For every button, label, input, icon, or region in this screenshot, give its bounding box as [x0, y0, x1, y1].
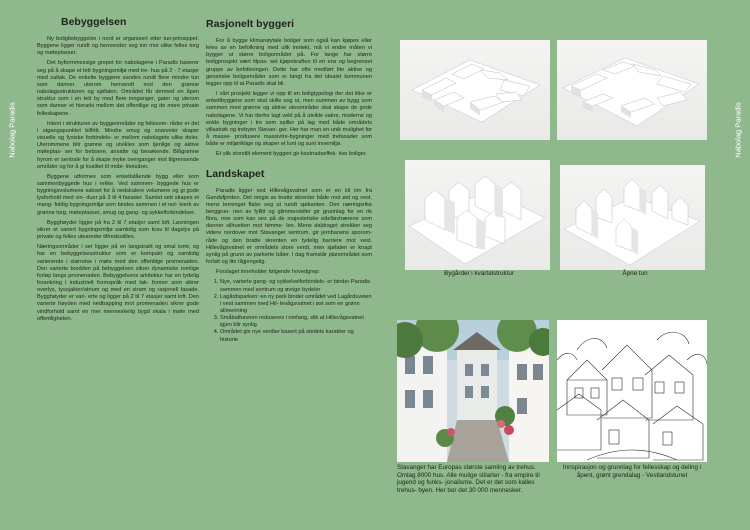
section-heading-landskapet: Landskapet	[206, 167, 265, 180]
model-photo-top-right	[557, 40, 707, 140]
paragraph: Byggene utformes som enkeltstående bygg eller som sammenbyggede hus i rekke. Ved sammen- byggede hus er bygningsvolumene sakset for å nedskalere volumene og gi gode lysforhold med vin- duer på 3 til 4 fasader. Samlet sett skapes et mang- foldig bygningsmiljø som bindes sammen i et net- tverk av grønne torg, møteplasser, smug og gang- og sykkelforbindelser.	[37, 173, 199, 216]
street-photo	[397, 320, 549, 462]
street-caption: Stavanger har Europas største samling av trehus. Omlag 8000 hus. Alle mulige stilarter - fra empire til jugend og funks- jonalisme. Det er det som kalles trehus- byen. Her bor det 30 000 mennesker.	[397, 464, 540, 494]
section-heading-bebyggelsen: Bebyggelsen	[61, 16, 127, 28]
sketch-caption: Innspirasjon og grunnlag for fellesskap og deling i åpent, grønt grendalag - Vestlandstunet	[562, 464, 702, 479]
list-item: 2. Lagårdsparken: en ny park binder området ved Lagårdsveien i vest sammen med Hil- levågsvatnet i øst som en grønn allmenning	[220, 294, 372, 315]
model-photo-bottom-right	[560, 165, 705, 270]
list-item: 4. Området gis nye verdier basert på stedets karakter og historie	[220, 329, 372, 343]
side-label-left: Nabolag Paradis	[7, 102, 17, 158]
model-photo-top-left	[400, 40, 550, 140]
model-caption-right: Åpne tun	[622, 270, 648, 277]
paragraph: Det byformmessige grepet for nabolagene i Paradis baserer seg på å skape et tett bygningsmiljø med tre- hus på 2 - 7 etasjer med saltak. De enkelte byggene sandes rundt flere mindre tun som danner uterom henvendt mot den grønne nabolagsstrukturen og sjøfaten. Området får dermed en åpen struktur som i en tett by med flere innganger, gater og uterom som danner et hierarki mellom det offentlige og de mere private felleskapene.	[37, 60, 199, 117]
paragraph: Et slik storstilt element byggeri gir kostnadseffek- tive boliger.	[216, 151, 367, 158]
side-label-right: Nabolag Paradis	[733, 102, 743, 158]
list-intro: Forslaget inneholder følgende hovedgrep:	[216, 269, 320, 276]
paragraph: For å bygge klimanøytale boliger som også kan kjøpes eller leies av en befolkning med ulik inntekt, må vi endre måten vi bygger ut større boligområder på. For lange har større boligprosjekt vært tilpas- set kjøpekraften til en ens og begrenset gruppe av befolkningen. Dette har ofte medført lite aktive og generiske boligområder som er langt fra det idealet kommunen legger opp til at Paradis skal bli.	[206, 38, 372, 87]
main-moves-list	[206, 279, 372, 343]
paragraph: Paradis ligger ved Hillevågsvatnet som er en kil inn fra Gandsfjorden. Det omgis av bratte skrenter både mot øst og vest, mens terrenget flater seg ut rundt sjøkanten. Den næringsrike berggrun- nen av fyllitt og glimmerskifer gir grunnlag for en rik flora, noe som kan ses på de majestetiske edelløvtrærene som danner silhuetten mot himme- len. Mens daldraget strekker seg videre nordover mot Stavanger sentrum, gir jernbanens sporom- råde og den bratte skrenten en tydelig barriere mot vest. Hillevågsvatnet er områdets store verdi, men sjøfaten er knapt synlig på grunn av parkerte båter. I dag framstår planområdet som forlatt og lite tilgjengelig.	[206, 187, 372, 266]
model-photo-bottom-left	[405, 160, 550, 270]
paragraph: I vårt prosjekt legger vi opp til en boligtypologi der det ikke er enkeltbyggene som skal skille seg ut, men summen av bygg som sammen med grønne og aktive uterområder skal skape de gode nabolagene. Vi har derfor lagt vekt på å utvikle vakre, moderne og enkle bygninger i tre som spiller på lag med både områdets villastrøk og trebyen Stavan- ger. Her har man en unik mulighet for å masse- produsere massivtre-bygninger med trefasader som både er miljøriktige og skaper et lunt og sunt innemiljø.	[206, 91, 372, 148]
list-item: 1. Nye, varierte gang- og sykkelveiforbindels- er binder Paradis sammen med sentrum og øvrige bydeler	[220, 279, 372, 293]
paragraph: Intent i strukturen av byggeområder og fellesom- råder er det i utgangspunktet bilfritt. Mindre smug og snarveier skaper visuelle og fysiske forbindels- er mellom nabolagets ulike deler. Uterommene blir grønne og utvikles som tjenlige og aktive møteplas- ser for beboere, ansatte og besøkende. Blågrønne hyrom er sentrale for å skape myke overganger mot tilgrensende områder og for å gi kvalitet til mobi- litetsårer.	[37, 120, 199, 170]
paragraph: Ny boligbebyggelse i nord er organisert etter tun-prinsippet. Byggene ligger rundt og henvender seg inn mot ulike felles torg og møteplasser.	[37, 36, 199, 57]
model-caption-left: Bygårder i kvartalstruktur	[444, 270, 514, 277]
paragraph: Næringsområder i ser ligger på en langstrakt og smal tomt, og har en bebyggelsesstruktur som er kompakt og samtidig varierende i størrelse i møte med den offentlige promenaden. Den varierte bredden på bebyggelsen sikrer dynamiske romlige forløp langs promenaden. Bebyggelsens arkitektur har en tydelig forankring i industrielt formspråk med tak- former som sikrer overlys, tyssjakter/atrium og med en stram og rasjonell fasade. Bygghøyder er vari- erte og ligger på 2 til 7 etasjer samt loft. Den varierte høyden med nedtrapping mot promenaden sikrer gode vindforhold samt en mer menneskelig bygd skala i møte med offentligheten.	[37, 244, 199, 322]
middle-text-column	[206, 18, 372, 344]
paragraph: Bygghøyder ligger på fra 2 til 7 etasjer samt loft. Løsningen sikrer et variert bygningsmiljø samtidig som krav til dagslys på private og felles uteareder tilfredsstilles.	[37, 219, 199, 241]
section-heading-rasjonelt-byggeri: Rasjonelt byggeri	[206, 18, 295, 30]
left-text-column	[37, 16, 199, 326]
village-sketch	[557, 320, 707, 462]
list-item: 3. Småbathavnen reduseres i omfang, slik at Hillevågsvatnet igjen blir synlig	[220, 315, 372, 329]
